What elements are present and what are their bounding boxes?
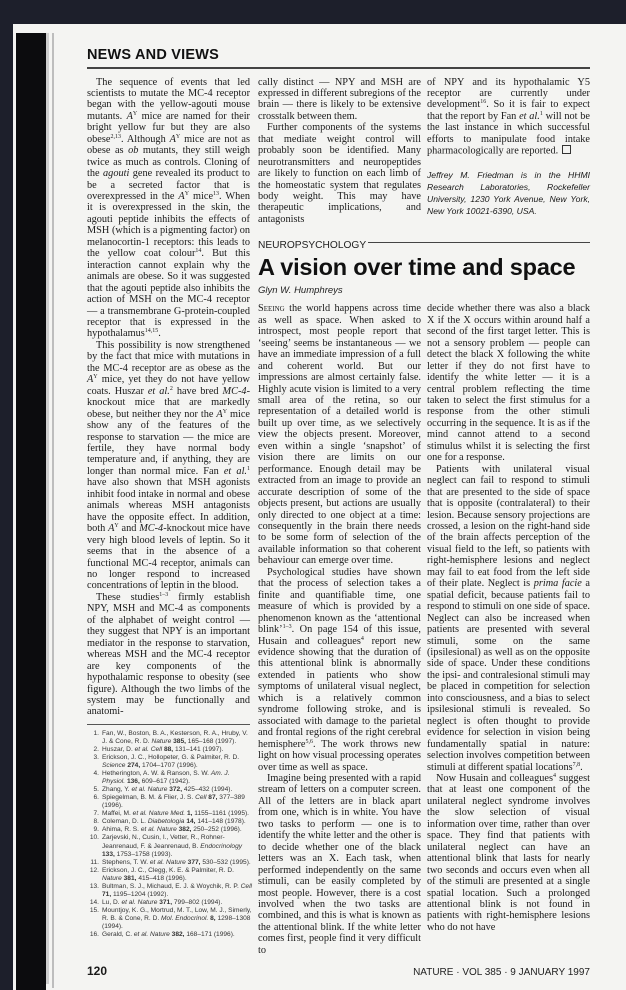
text-run: et al. Nature Med. <box>132 810 186 818</box>
text-run: 274, <box>127 762 141 770</box>
reference-item <box>87 834 252 858</box>
reference-number: 11. <box>90 858 99 866</box>
reference-text: Erickson, J. C., Clegg, K. E. & Palmiter, R. D. Nature 381, 415–418 (1996). <box>102 866 234 882</box>
reference-item <box>87 867 252 883</box>
paragraph: The sequence of events that led scientists to mutate the MC-4 receptor began with the yellow-agouti mouse mutants. $A^Y$ mice are named for their bright yellow fur but they are also obese$^{2,13}$. Although $A^Y$ mice are not as obese as ob mutants, they still weigh twice as much as controls. Cloning of the agouti gene revealed its product to be a secreted factor that is overexpressed in the $A^Y$ mice$^{13}$. When it is overexpressed in the skin, the agouti peptide inhibits the effects of MSH (which is a pigmenting factor) on melanocortin-1 receptors: this leads to the yellow coat colour$^{14}$. But this interaction cannot explain why the animals are obese. So it was suggested that the agouti peptide also inhibits the action of MSH on the MC-4 receptor — a transmembrane G-protein-coupled receptor that is expressed in the hypothalamus$^{14,15}$. <box>87 76 250 340</box>
text-run: Seeing <box>258 303 285 315</box>
reference-number: 10. <box>89 834 99 842</box>
article2-body <box>258 303 590 956</box>
text-run: A <box>87 374 94 386</box>
reference-text: Lu, D. et al. Nature 371, 799–802 (1994). <box>102 898 223 906</box>
text-run: A <box>108 523 115 535</box>
text-run: Am. J. Physiol. <box>102 770 230 786</box>
reference-item <box>87 770 252 786</box>
reference-item <box>87 883 252 899</box>
text-run: et al. Nature <box>149 858 186 866</box>
reference-item <box>87 931 252 939</box>
left-column-stack <box>87 76 253 940</box>
page-content <box>87 24 590 978</box>
citation-superscript: 1 <box>539 110 543 117</box>
reference-item <box>87 746 252 754</box>
reference-text: Coleman, D. L. Diabetologia 14, 141–148 (1978). <box>102 818 246 826</box>
text-run: 1, <box>186 810 193 818</box>
citation-superscript: 13 <box>213 191 220 198</box>
citation-superscript: 16 <box>480 99 487 106</box>
text-run: et al. Cell <box>134 745 163 753</box>
article2-middle-column <box>258 303 421 956</box>
text-run: et al. Nature <box>133 931 170 939</box>
text-run: 88, <box>163 745 174 753</box>
text-run: 8, <box>210 914 216 922</box>
text-run: agouti <box>103 168 130 180</box>
citation-superscript: 2,13 <box>110 133 121 140</box>
section-header <box>258 235 590 252</box>
text-run: 87, <box>208 794 218 802</box>
reference-item <box>87 899 252 907</box>
text-run: 382, <box>178 826 192 834</box>
article-title: A vision over time and space <box>258 254 576 281</box>
article2-right-column <box>427 303 590 933</box>
text-run: et al. Nature <box>121 898 158 906</box>
journal-page <box>13 24 626 990</box>
text-run: 385, <box>173 737 186 745</box>
text-run: A <box>216 408 223 420</box>
reference-text: Spiegelman, B. M. & Flier, J. S. Cell 87, 377–389 (1996). <box>102 794 245 810</box>
reference-number: 14. <box>89 898 99 906</box>
reference-list <box>87 730 252 939</box>
article1-continuation <box>258 77 590 226</box>
reference-number: 2. <box>93 745 99 753</box>
text-run: 372, <box>169 786 183 794</box>
reference-number: 3. <box>93 754 99 762</box>
text-run: MC-4 <box>139 523 164 535</box>
reference-text: Zarjevski, N., Cusin, I., Vetter, R., Rohner-Jeanrenaud, F. & Jeanrenaud, B. Endocrinology 133, 1753–1758 (1993). <box>102 834 243 858</box>
reference-text: Hetherington, A. W. & Ranson, S. W. Am. J. Physiol. 136, 609–617 (1942). <box>102 770 230 786</box>
page-edge <box>46 33 49 984</box>
article1-right-stack <box>427 77 590 218</box>
reference-item <box>87 826 252 834</box>
article1-middle-column <box>258 77 421 226</box>
reference-number: 9. <box>93 826 99 834</box>
paragraph: cally distinct — NPY and MSH are expressed in different subregions of the brain — there is likely to be extensive crosstalk between them. <box>258 76 421 122</box>
text-run: 136, <box>126 778 140 786</box>
reference-number: 13. <box>89 882 99 890</box>
reference-number: 6. <box>93 794 99 802</box>
text-run: MC-4 <box>222 385 247 397</box>
citation-superscript: 14,15 <box>144 328 159 335</box>
text-run: Mol. Endocrinol. <box>161 914 209 922</box>
heading-rule <box>87 67 590 69</box>
reference-item <box>87 810 252 818</box>
text-run: et al. <box>147 385 170 397</box>
text-run: Cell <box>240 882 253 890</box>
text-run: 371, <box>159 898 173 906</box>
page-edge <box>52 33 54 988</box>
journal-footer: NATURE · VOL 385 · 9 JANUARY 1997 <box>413 967 590 979</box>
paragraph: decide whether there was also a black X if the X occurs within around half a second of the first target letter. This is not a sensory problem — people can detect the black X following the white letter if they do not first have to identify the white letter — it is a central problem reflecting the time taken to select the first stimulus for a response from the other stimuli occurring in the sequence. It is as if the mind cannot attend to a second stimulus whilst it is selecting the first one for a response. <box>427 303 590 464</box>
text-run: A <box>126 110 133 122</box>
paragraph: These studies$^{1-3}$ firmly establish NPY, MSH and MC-4 as components of the alphabet of weight control — they suggest that NPY is an important mediator in the response to starvation, whereas MSH and the MC-4 receptor are key components of the hypothalamic response to obesity (see figure). Although the two limbs of the system may be functionally and anatomi- <box>87 591 250 718</box>
paragraph: Imagine being presented with a rapid stream of letters on a computer screen. All of the letters are in black apart from one, which is in white. You have two tasks to perform — one is to identify the white letter and the other is to decide whether one of the black letters was an X. Each task, when performed independently on the same stimuli, can be easily completed by most people. However, there is a cost involved when the two tasks are combined, and this is what is known as the attentional blink. If the white letter comes first, people find it very difficult to <box>258 772 421 956</box>
citation-superscript: 4 <box>360 635 364 642</box>
paragraph: This possibility is now strengthened by the fact that mice with mutations in the MC-4 receptor are as obese as the $A^Y$ mice, yet they do not have yellow coats. Huszar et al.$^2$ have bred MC-4-knockout mice that are markedly obese, but neither they nor the $A^Y$ mice show any of the features of the response to starvation — the mice are fertile, they have normal body temperature and, if anything, they are longer than normal mice. Fan et al.$^1$ have also shown that MSH agonists inhibit food intake in normal and obese animals whereas MSH antagonists have the opposite effect. In addition, both $A^Y$ and MC-4-knockout mice have very high blood levels of leptin. So it seems that in the absence of a functional MC-4 receptor, animals can no longer respond to increased concentrations of leptin in the blood. <box>87 339 250 592</box>
citation-superscript: 5,6 <box>305 738 313 745</box>
reference-text: Mountjoy, K. G., Mortrud, M. T., Low, M. J., Simerly, R. B. & Cone, R. D. Mol. Endocrinol. 8, 1298–1308 (1994). <box>102 906 252 930</box>
citation-superscript: 14 <box>195 248 202 255</box>
reference-number: 5. <box>93 786 99 794</box>
reference-text: Gerald, C. et al. Nature 382, 168–171 (1996). <box>102 931 235 939</box>
reference-item <box>87 818 252 826</box>
reference-number: 12. <box>89 866 99 874</box>
text-run: Science <box>102 762 126 770</box>
paragraph: Patients with unilateral visual neglect can fail to respond to stimuli that are presented to the side of space that is opposite (contralateral) to their lesion. Because sensory projections are crossed, a lesion on the right-hand side of the brain affects perception of the visual field to the left, so patients with right-hemisphere lesions and neglect may fail to eat food from the left side of their plate. Neglect is prima facie a spatial deficit, because patients fail to respond to stimuli on one side of space. Neglect can also be increased when patients are presented with several stimuli, some on the same (ipsilesional) as well as on the opposite side of space. Under these conditions the ipsi- and contralesional stimuli may be placed in competition for selection into consciousness, and a bias to select ipsilesional stimuli is revealed. So neglect is often thought to provide evidence for selection in vision being fundamentally spatial in nature: selection involves competition between stimuli at different spatial locations$^{7,8}$. <box>427 463 591 773</box>
text-run: 71, <box>102 890 112 898</box>
citation-superscript: Y <box>93 374 98 381</box>
end-of-article-icon <box>562 145 571 154</box>
right-column-stack <box>258 77 590 957</box>
paragraph: Now Husain and colleagues$^4$ suggest that at least one component of the unilateral neglect syndrome involves the slow selection of visual information over time, rather than over space. They find that patients with unilateral neglect can have an attentional blink that lasts for nearly two seconds and occurs even when all of the stimuli are presented at a single spatial location. Such a prolonged attentional blink is not found in patients with right-hemisphere lesions who do not have <box>427 772 590 933</box>
citation-superscript: 7,8 <box>572 761 581 768</box>
reference-item <box>87 907 252 931</box>
page-footer <box>87 964 590 978</box>
citation-superscript: Y <box>132 110 138 117</box>
text-run: et al. Nature <box>131 786 168 794</box>
reference-text: Ahima, R. S. et al. Nature 382, 250–252 (1996). <box>102 826 242 834</box>
reference-number: 15. <box>89 906 99 914</box>
reference-text: Zhang, Y. et al. Nature 372, 425–432 (1994). <box>102 786 233 794</box>
text-run: Diabetologia <box>147 818 185 826</box>
section-label: NEUROPSYCHOLOGY <box>258 240 367 252</box>
reference-text: Erickson, J. C., Hollopeter, G. & Palmiter, R. D. Science 274, 1704–1707 (1996). <box>102 754 240 770</box>
text-run: 133, <box>102 850 115 858</box>
reference-item <box>87 730 252 746</box>
references-divider <box>87 724 250 725</box>
reference-text: Fan, W., Boston, B. A., Kesterson, R. A., Hruby, V. J. & Cone, R. D. Nature 385, 165–168 (1997). <box>102 729 248 745</box>
text-run: et al. Nature <box>140 826 177 834</box>
text-run: prima facie <box>533 578 582 590</box>
citation-superscript: 1–3 <box>282 624 292 631</box>
text-run: A <box>169 133 176 145</box>
reference-number: 8. <box>93 818 99 826</box>
reference-number: 7. <box>93 810 99 818</box>
paragraph: Further components of the systems that mediate weight control will probably soon be identified. Many neurotransmitters and neuropeptides are likely to function on each limb of the homeostatic system that regulates body weight. This may have therapeutic implications, and antagonists <box>258 122 421 225</box>
reference-number: 1. <box>93 729 99 737</box>
text-run: Endocrinology <box>200 842 243 850</box>
reference-text: Huszar, D. et al. Cell 88, 131–141 (1997). <box>102 745 224 753</box>
citation-superscript: Y <box>114 523 119 530</box>
article-author: Glyn W. Humphreys <box>258 285 343 297</box>
text-run: Nature <box>151 737 172 745</box>
citation-superscript: 4 <box>552 772 556 779</box>
text-run: 382, <box>171 931 185 939</box>
text-run: ob <box>128 145 139 157</box>
article1-left-column <box>87 77 250 718</box>
text-run: Cell <box>195 794 207 802</box>
reference-text: Maffei, M. et al. Nature Med. 1, 1155–1161 (1995). <box>102 810 250 818</box>
reference-item <box>87 859 252 867</box>
binding-shadow <box>16 33 46 990</box>
citation-superscript: 1 <box>247 465 250 472</box>
author-affiliation: Jeffrey M. Friedman is in the HHMI Research Laboratories, Rockefeller University, 1230 York Avenue, New York, New York 10021-6390, USA. <box>427 170 590 217</box>
reference-text: Bultman, S. J., Michaud, E. J. & Woychik, R. P. Cell 71, 1195–1204 (1992). <box>102 882 253 898</box>
text-run: 377, <box>187 858 201 866</box>
reference-item <box>87 794 252 810</box>
text-run: A <box>178 191 185 203</box>
reference-text: Stephens, T. W. et al. Nature 377, 530–532 (1995). <box>102 858 251 866</box>
citation-superscript: Y <box>184 191 190 198</box>
text-run: et al. <box>223 465 247 477</box>
reference-item <box>87 754 252 770</box>
paragraph: Psychological studies have shown that the process of selection takes a finite and quantifiable time, one measure of which is provided by a phenomenon known as the ‘attentional blink’$^{1-3}$. On page 154 of this issue, Husain and colleagues$^4$ report new evidence showing that the duration of this attentional blink is abnormally extended in patients who show symptoms of unilateral visual neglect, which is a relatively common syndrome following stroke, and is associated with damage to the parietal and frontal regions of the right cerebral hemisphere$^{5,6}$. The work throws new light on how visual processing operates over time as well as space. <box>258 566 421 773</box>
citation-superscript: Y <box>222 408 228 415</box>
citation-superscript: Y <box>175 133 181 140</box>
reference-number: 16. <box>89 931 99 939</box>
citation-superscript: 1–3 <box>159 591 169 598</box>
paragraph: of NPY and its hypothalamic Y5 receptor are currently under development$^{16}$. So it is fair to expect that the report by Fan et al.$^1$ will not be the last instance in which successful efforts to manipulate food intake pharmacologically are reported. <box>427 76 590 157</box>
paragraph: Seeing the world happens across time as well as space. When asked to introspect, most people report that ‘seeing’ seems be instantaneous — we have an immediate impression of a full and coherent world. But our impressions are almost certainly false. Highly acute vision is limited to a very small area of the retina, so our representation of a detailed world is built up over time, as we selectively view the objects present. Moreover, even within a single ‘snapshot’ of vision there are limits on our performance. Enough detail may be extracted from an image to provide an accurate description of some of the objects present, but actions are usually only directed to one object at a time: consequently in the brain there needs to be some form of selection of the available information so that coherent behaviour can emerge over time. <box>258 303 421 567</box>
text-run: et al. <box>519 110 540 122</box>
citation-superscript: 2 <box>169 385 173 392</box>
reference-item <box>87 786 252 794</box>
page-number: 120 <box>87 964 108 979</box>
reference-number: 4. <box>93 770 99 778</box>
section-heading: NEWS AND VIEWS <box>87 47 219 63</box>
body-columns <box>87 77 590 957</box>
text-run: Nature <box>102 874 122 882</box>
text-run: 14, <box>186 818 196 826</box>
article1-right-column <box>427 77 590 158</box>
text-run: 381, <box>123 874 137 882</box>
